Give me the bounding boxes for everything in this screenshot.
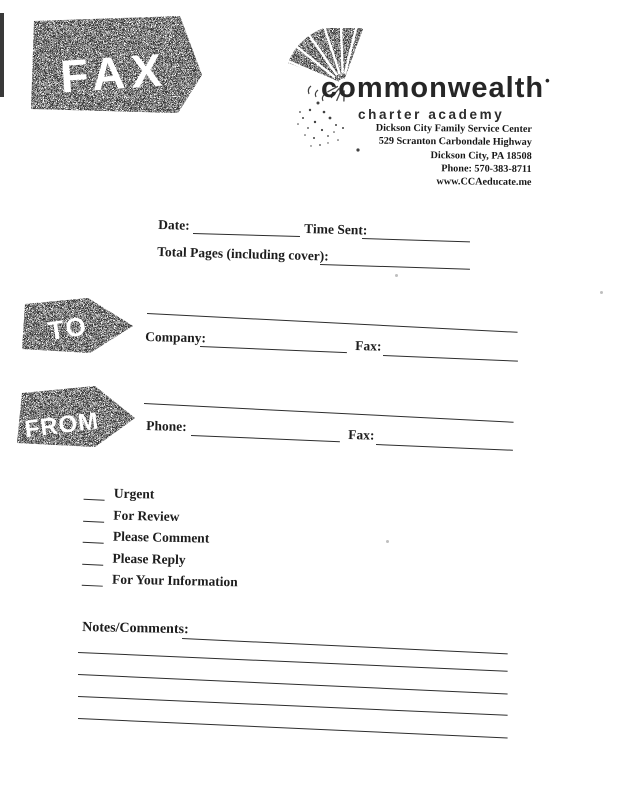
brand-registered-mark: • bbox=[545, 73, 551, 88]
checklist-item bbox=[82, 572, 238, 589]
date-blank-line bbox=[193, 219, 300, 237]
scan-speck bbox=[600, 291, 603, 294]
scan-speck bbox=[395, 274, 398, 277]
to-banner-label: TO bbox=[45, 310, 90, 347]
checklist-item-label: Please Comment bbox=[112, 528, 210, 546]
checkbox-blank-line bbox=[82, 552, 104, 565]
checklist-item bbox=[83, 507, 239, 524]
contact-line: Dickson City Family Service Center bbox=[375, 122, 532, 135]
company-blank-line bbox=[200, 332, 347, 353]
brand-name bbox=[321, 72, 550, 105]
contact-line: Phone: 570-383-8711 bbox=[441, 163, 532, 175]
from-fax-blank-line bbox=[376, 430, 514, 451]
from-banner-label: FROM bbox=[23, 407, 101, 444]
to-fax-blank-line bbox=[383, 341, 519, 362]
checkbox-blank-line bbox=[83, 509, 105, 522]
from-banner bbox=[15, 384, 139, 448]
total-pages-label: Total Pages (including cover): bbox=[157, 244, 329, 264]
date-label: Date: bbox=[158, 217, 190, 233]
time-sent-label: Time Sent: bbox=[304, 221, 368, 238]
phone-blank-line bbox=[191, 421, 340, 442]
fax-banner-label: FAX bbox=[58, 43, 170, 103]
notes-comments-label: Notes/Comments: bbox=[82, 620, 189, 638]
contact-line: www.CCAeducate.me bbox=[436, 176, 532, 189]
checklist-item-label: For Review bbox=[113, 507, 180, 524]
checkbox-blank-line bbox=[84, 488, 106, 501]
scan-edge-artifact bbox=[0, 13, 4, 97]
checklist-item-label: Urgent bbox=[113, 485, 155, 502]
fax-banner bbox=[28, 13, 206, 121]
to-recipient-blank-line bbox=[147, 299, 518, 333]
scan-speck bbox=[386, 540, 389, 543]
checklist-item bbox=[82, 550, 238, 567]
from-sender-blank-line bbox=[144, 389, 514, 423]
brand-name-text: commonwealth bbox=[321, 72, 545, 104]
checklist-item-label: For Your Information bbox=[111, 571, 238, 590]
phone-label: Phone: bbox=[146, 418, 187, 434]
to-banner bbox=[18, 296, 136, 354]
contact-line: 529 Scranton Carbondale Highway bbox=[378, 135, 532, 149]
brand-subtitle: charter academy bbox=[358, 107, 505, 122]
contact-block bbox=[309, 121, 532, 189]
to-fax-label: Fax: bbox=[355, 338, 382, 354]
time-sent-blank-line bbox=[362, 224, 470, 242]
checklist-item bbox=[84, 486, 240, 503]
checkbox-blank-line bbox=[83, 531, 105, 544]
total-pages-blank-line bbox=[320, 250, 470, 270]
contact-line: Dickson City, PA 18508 bbox=[430, 149, 532, 162]
checklist bbox=[82, 486, 240, 597]
from-fax-label: Fax: bbox=[348, 427, 375, 443]
checkbox-blank-line bbox=[82, 574, 104, 587]
company-label: Company: bbox=[145, 329, 207, 346]
checklist-item bbox=[83, 529, 239, 546]
checklist-item-label: Please Reply bbox=[112, 550, 186, 567]
